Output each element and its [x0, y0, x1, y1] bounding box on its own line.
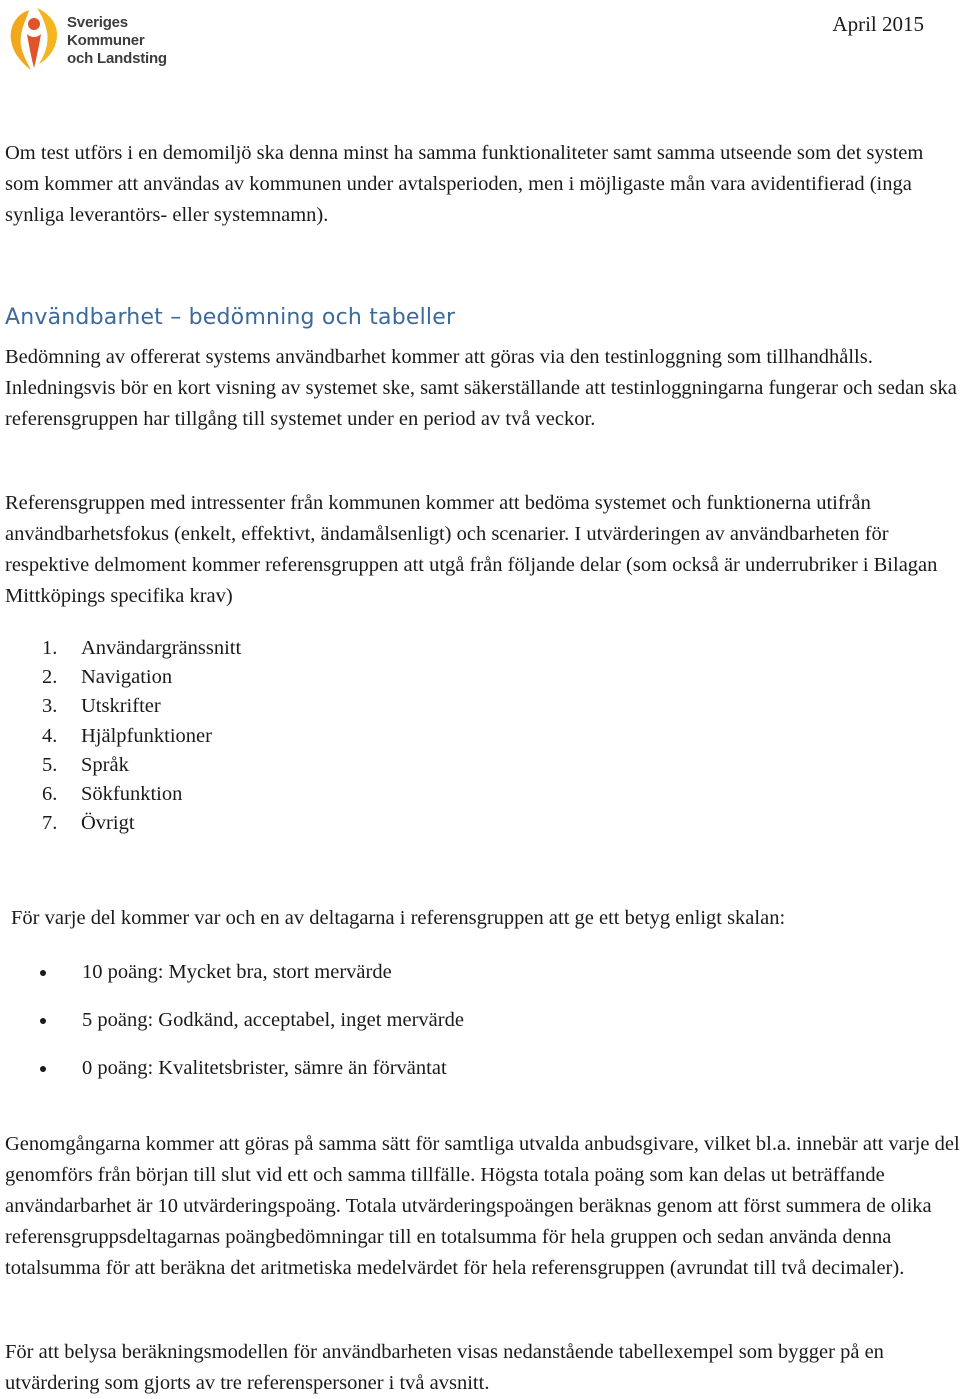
list-item [42, 722, 241, 751]
grade-text: 5 poäng: Godkänd, acceptabel, inget mervärde [82, 1009, 464, 1031]
org-logo [7, 4, 177, 76]
paragraph-reference-group: Referensgruppen med intressenter från kommunen kommer att bedöma systemet och funktionerna utifrån användbarhetsfokus (enkelt, effektivt, ändamålsenligt) och scenarier. I utvärderingen av användbarheten för respektive delmoment kommer referensgruppen att utgå från följande delar (som också är underrubriker i Bilagan Mittköpings specifika krav) [5, 492, 938, 607]
list-number: 7. [42, 812, 58, 835]
list-number: 3. [42, 695, 58, 718]
logo-emblem-icon [7, 4, 65, 74]
paragraph-evaluation: Genomgångarna kommer att göras på samma sätt för samtliga utvalda anbudsgivare, vilket bl.a. innebär att varje del genomförs från början till slut vid ett och samma tillfälle. Högsta totala poäng som kan delas ut beträffande användarbarhet är 10 utvärderingspoäng. Totala utvärderingspoängen beräknas genom att först summera de olika referensgruppsdeltagarnas poängbedömningar till en totalsumma för hela gruppen och sedan använda denna totalsumma för att beräkna det aritmetiska medelvärdet för hela referensgruppen (avrundat till två decimaler). [5, 1133, 960, 1279]
list-item [42, 780, 241, 809]
logo-line-2: Kommuner [67, 32, 145, 49]
list-text: Utskrifter [81, 695, 161, 718]
list-item [42, 692, 241, 721]
list-text: Användargränssnitt [81, 637, 242, 659]
section-heading: Användbarhet – bedömning och tabeller [5, 305, 456, 330]
list-text: Sökfunktion [81, 783, 183, 806]
logo-wordmark [67, 14, 167, 68]
grading-intro: För varje del kommer var och en av deltagarna i referensgruppen att ge ett betyg enligt skalan: [11, 907, 786, 929]
list-item [42, 634, 241, 663]
list-number: 5. [42, 753, 58, 776]
paragraph-example: För att belysa beräkningsmodellen för användbarheten visas nedanstående tabellexempel som bygger på en utvärdering som gjorts av tre referenspersoner i två avsnitt. [5, 1341, 884, 1394]
list-item [42, 663, 241, 692]
criteria-list [42, 634, 241, 838]
list-number: 1. [42, 637, 58, 659]
list-item [42, 809, 241, 838]
logo-line-3: och Landsting [67, 50, 167, 67]
list-number: 4. [42, 724, 58, 747]
paragraph-assessment: Bedömning av offererat systems användbarhet kommer att göras via den testinloggning som tillhandhålls. Inledningsvis bör en kort visning av systemet ske, samt säkerställande att testinloggningarna fungerar och sedan ska referensgruppen har tillgång till systemet under en period av två veckor. [5, 346, 957, 430]
list-text: Hjälpfunktioner [81, 724, 212, 747]
list-number: 2. [42, 666, 58, 689]
list-text: Navigation [81, 666, 173, 689]
bullet-icon [40, 1018, 46, 1024]
intro-paragraph: Om test utförs i en demomiljö ska denna minst ha samma funktionaliteter samt samma utseende som det system som kommer att användas av kommunen under avtalsperioden, men i möjligaste mån vara avidentifierad (inga synliga leverantörs- eller systemnamn). [5, 142, 924, 226]
list-text: Övrigt [81, 812, 135, 835]
list-text: Språk [81, 753, 129, 776]
document-date: April 2015 [832, 12, 924, 36]
logo-line-1: Sveriges [67, 14, 128, 31]
list-item [42, 751, 241, 780]
bullet-icon [40, 1066, 46, 1072]
bullet-icon [40, 970, 46, 976]
list-number: 6. [42, 783, 58, 806]
grade-text: 0 poäng: Kvalitetsbrister, sämre än förväntat [82, 1057, 447, 1079]
grade-text: 10 poäng: Mycket bra, stort mervärde [82, 961, 392, 983]
